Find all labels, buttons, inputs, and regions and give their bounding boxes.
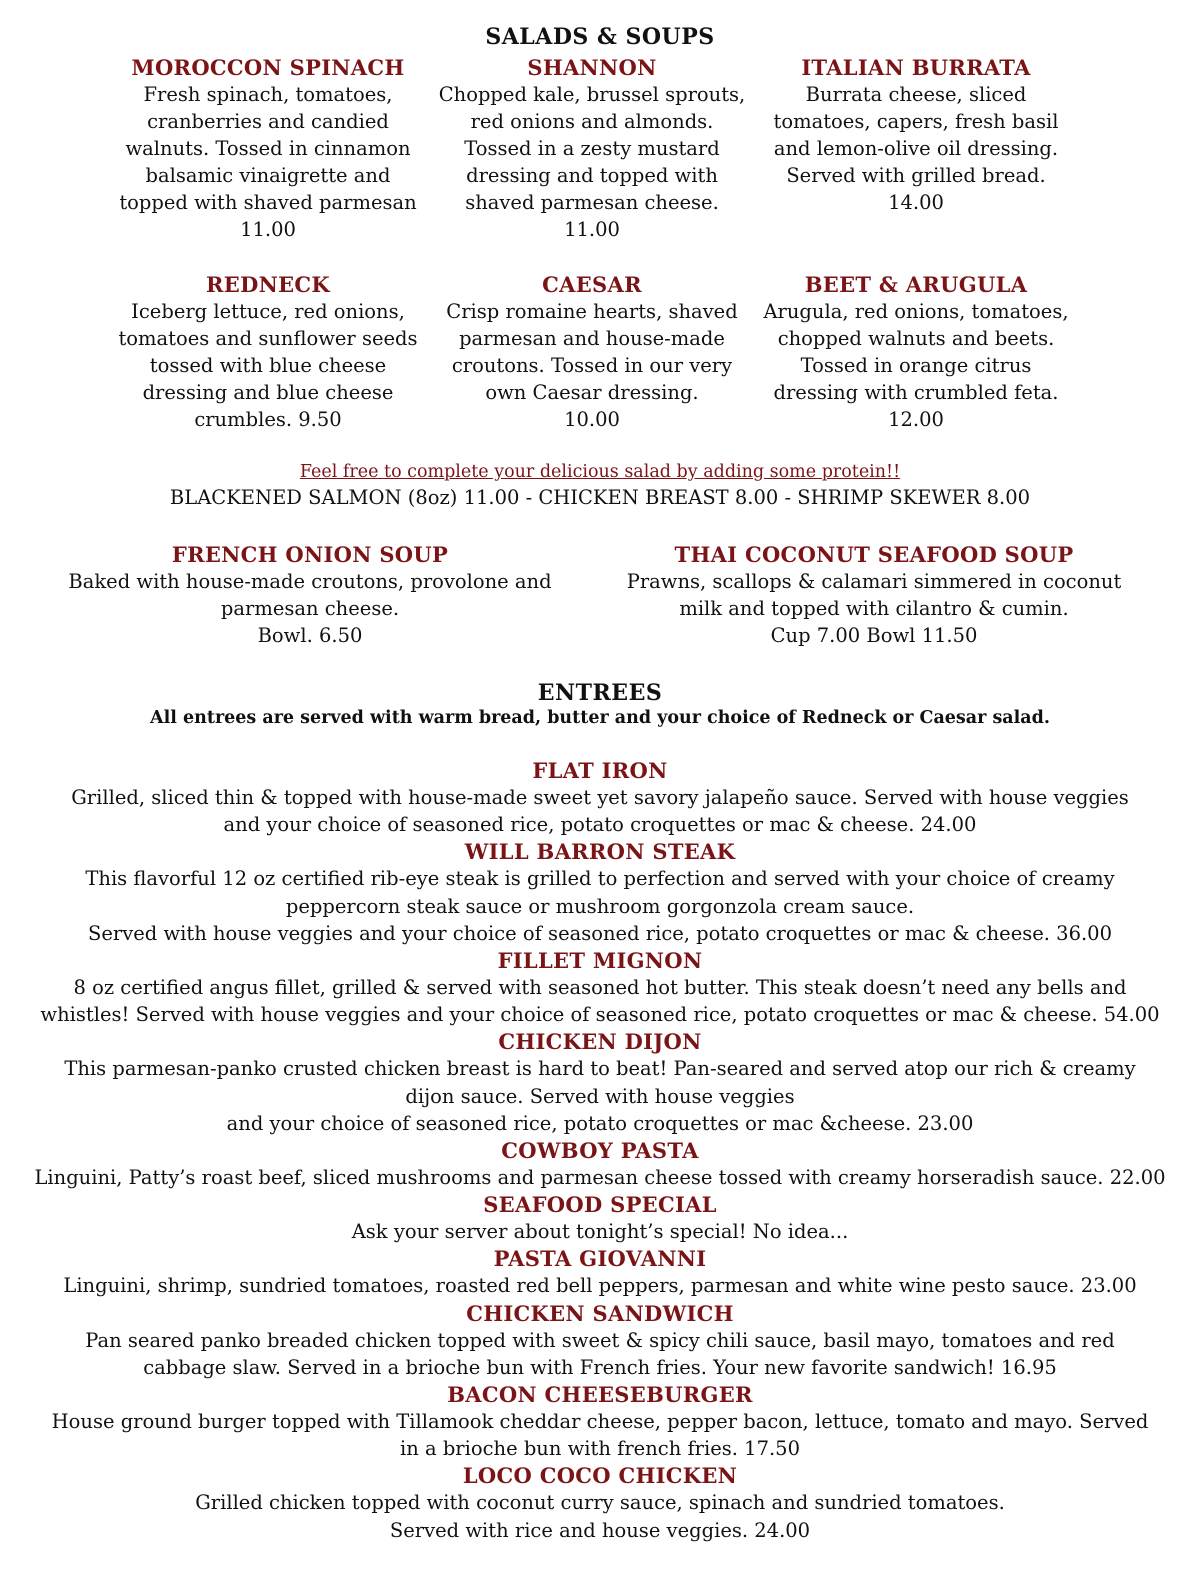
- item-title: CHICKEN SANDWICH: [466, 1300, 734, 1326]
- item-description: Burrata cheese, sliced tomatoes, capers, fresh basil and lemon-olive oil dressing. Served with grilled bread. 14.00: [773, 83, 1059, 214]
- entree-will-barron-steak: [20, 838, 1180, 947]
- item-title: FLAT IRON: [532, 758, 668, 783]
- item-title: MOROCCON SPINACH: [131, 55, 405, 80]
- entree-chicken-dijon: [20, 1028, 1180, 1137]
- item-description: Ask your server about tonight’s special! No idea...: [351, 1220, 849, 1244]
- item-title: COWBOY PASTA: [501, 1138, 699, 1164]
- item-title: SHANNON: [527, 55, 657, 80]
- entrees-subheading: All entrees are served with warm bread, butter and your choice of Redneck or Caesar salad.: [150, 708, 1050, 728]
- entree-seafood-special: [20, 1191, 1180, 1245]
- salads-soups-heading: SALADS & SOUPS: [485, 24, 715, 50]
- item-title: CAESAR: [542, 272, 642, 297]
- item-title: WILL BARRON STEAK: [464, 839, 736, 865]
- entree-pasta-giovanni: [20, 1245, 1180, 1299]
- protein-note: Feel free to complete your delicious salad by adding some protein!!: [299, 462, 901, 482]
- item-title: PASTA GIOVANNI: [493, 1246, 707, 1272]
- item-description: 8 oz certified angus fillet, grilled & served with seasoned hot butter. This steak doesn’t need any bells and whistles! Served with house veggies and your choice of seasoned rice, potato croquettes or mac & cheese. 54.00: [40, 976, 1160, 1027]
- salad-moroccon-spinach: [108, 54, 428, 243]
- entree-chicken-sandwich: [20, 1300, 1180, 1381]
- salad-italian-burrata: [756, 54, 1076, 216]
- soup-thai-coconut-seafood: [600, 541, 1148, 649]
- item-description: Arugula, red onions, tomatoes, chopped walnuts and beets. Tossed in orange citrus dressing with crumbled feta. 12.00: [763, 300, 1069, 431]
- item-title: THAI COCONUT SEAFOOD SOUP: [674, 542, 1074, 567]
- entree-fillet-mignon: [20, 947, 1180, 1028]
- item-description: Fresh spinach, tomatoes, cranberries and candied walnuts. Tossed in cinnamon balsamic vinaigrette and topped with shaved parmesan 11.00: [119, 83, 417, 241]
- item-title: SEAFOOD SPECIAL: [483, 1192, 717, 1218]
- soup-french-onion: [40, 541, 580, 649]
- item-description: Iceberg lettuce, red onions, tomatoes and sunflower seeds tossed with blue cheese dressing and blue cheese crumbles. 9.50: [118, 300, 418, 431]
- item-description: Pan seared panko breaded chicken topped with sweet & spicy chili sauce, basil mayo, tomatoes and red cabbage slaw. Served in a brioche bun with French fries. Your new favorite sandwich! 16.95: [85, 1328, 1115, 1379]
- item-description: Grilled chicken topped with coconut curry sauce, spinach and sundried tomatoes. Served with rice and house veggies. 24.00: [195, 1491, 1005, 1542]
- item-title: REDNECK: [206, 272, 330, 297]
- item-description: Prawns, scallops & calamari simmered in coconut milk and topped with cilantro & cumin. Cup 7.00 Bowl 11.50: [626, 570, 1122, 647]
- item-description: This parmesan-panko crusted chicken breast is hard to beat! Pan-seared and served atop our rich & creamy dijon sauce. Served with house veggies and your choice of seasoned rice, potato croquettes or mac &cheese. 23.00: [64, 1057, 1136, 1135]
- item-title: BEET & ARUGULA: [804, 272, 1028, 297]
- item-description: Linguini, Patty’s roast beef, sliced mushrooms and parmesan cheese tossed with creamy horseradish sauce. 22.00: [34, 1166, 1166, 1190]
- item-description: Chopped kale, brussel sprouts, red onions and almonds. Tossed in a zesty mustard dressing and topped with shaved parmesan cheese. 11.00: [438, 83, 746, 241]
- salad-beet-arugula: [756, 271, 1076, 433]
- entree-cowboy-pasta: [20, 1137, 1180, 1191]
- entree-flat-iron: [20, 757, 1180, 838]
- item-description: This flavorful 12 oz certified rib-eye steak is grilled to perfection and served with your choice of creamy peppercorn steak sauce or mushroom gorgonzola cream sauce. Served with house veggies and your choice of seasoned rice, potato croquettes or mac & cheese. 36.00: [85, 867, 1115, 945]
- item-description: Linguini, shrimp, sundried tomatoes, roasted red bell peppers, parmesan and white wine pesto sauce. 23.00: [63, 1274, 1137, 1298]
- item-description: House ground burger topped with Tillamook cheddar cheese, pepper bacon, lettuce, tomato and mayo. Served in a brioche bun with french fries. 17.50: [51, 1410, 1149, 1461]
- protein-list: BLACKENED SALMON (8oz) 11.00 - CHICKEN BREAST 8.00 - SHRIMP SKEWER 8.00: [169, 486, 1031, 509]
- item-description: Crisp romaine hearts, shaved parmesan and house-made croutons. Tossed in our very own Caesar dressing. 10.00: [446, 300, 738, 431]
- item-description: Grilled, sliced thin & topped with house-made sweet yet savory jalapeño sauce. Served with house veggies and your choice of seasoned rice, potato croquettes or mac & cheese. 24.00: [71, 786, 1129, 837]
- entrees-heading: ENTREES: [537, 680, 663, 706]
- salad-caesar: [432, 271, 752, 433]
- item-title: FILLET MIGNON: [497, 948, 703, 974]
- item-title: LOCO COCO CHICKEN: [462, 1463, 738, 1489]
- entree-bacon-cheeseburger: [20, 1381, 1180, 1462]
- item-description: Baked with house-made croutons, provolone and parmesan cheese. Bowl. 6.50: [68, 570, 552, 647]
- item-title: CHICKEN DIJON: [498, 1029, 702, 1055]
- item-title: BACON CHEESEBURGER: [447, 1382, 753, 1408]
- salad-shannon: [432, 54, 752, 243]
- item-title: FRENCH ONION SOUP: [171, 542, 449, 567]
- entree-loco-coco-chicken: [20, 1462, 1180, 1543]
- salad-redneck: [108, 271, 428, 433]
- entrees-list: [20, 757, 1180, 1544]
- item-title: ITALIAN BURRATA: [801, 55, 1031, 80]
